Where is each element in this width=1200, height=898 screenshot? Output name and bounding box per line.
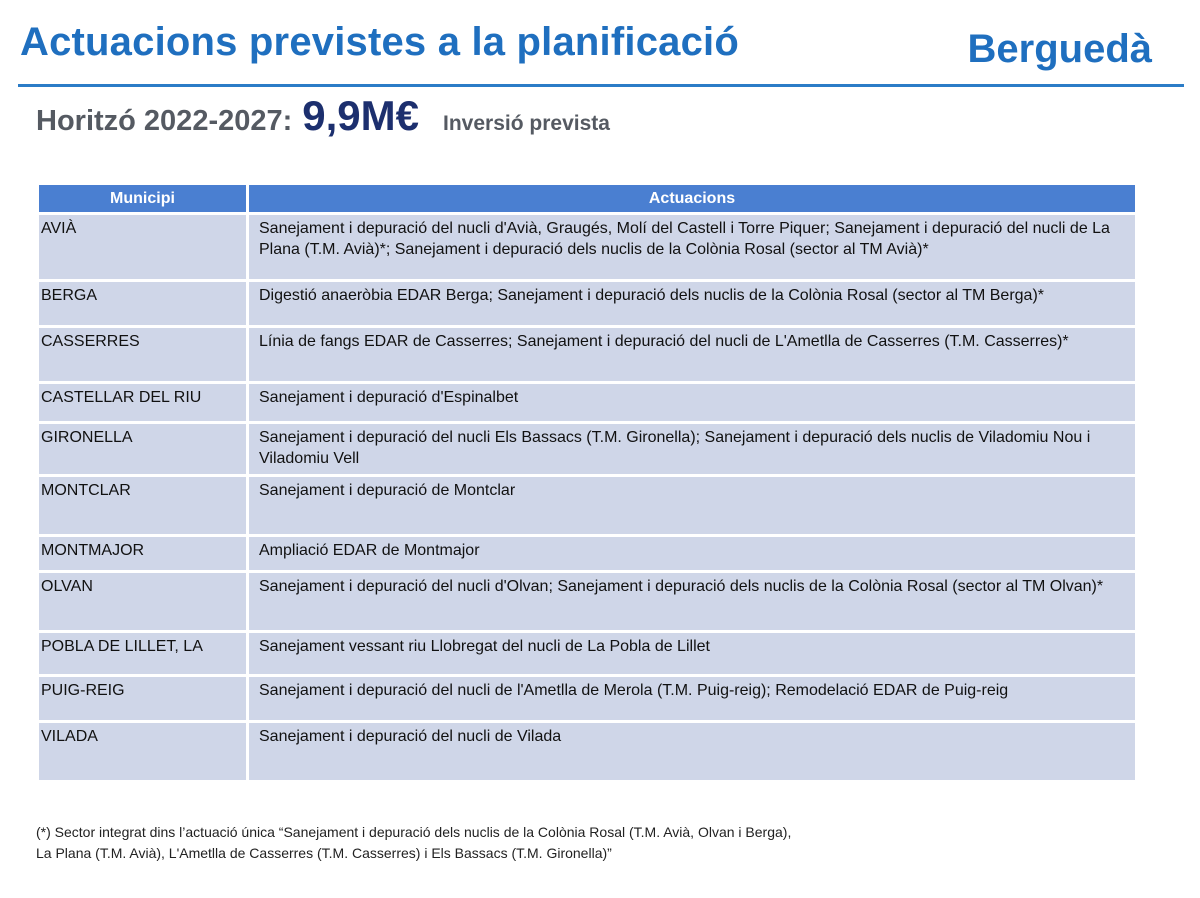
actuacions-cell: Sanejament vessant riu Llobregat del nucli de La Pobla de Lillet [249, 633, 1135, 674]
column-header-actuacions: Actuacions [249, 185, 1135, 212]
footnote-line: (*) Sector integrat dins l’actuació única “Sanejament i depuració dels nuclis de la Colònia Rosal (T.M. Avià, Olvan i Berga), [36, 824, 792, 840]
investment-summary [36, 92, 610, 140]
municipi-cell: OLVAN [39, 573, 249, 630]
actuacions-cell: Sanejament i depuració del nucli Els Bassacs (T.M. Gironella); Sanejament i depuració dels nuclis de Viladomiu Nou i Viladomiu Vell [249, 424, 1135, 474]
horizon-label: Horitzó 2022-2027: [36, 105, 293, 137]
title-divider [18, 84, 1184, 87]
actions-table [39, 185, 1135, 780]
actuacions-cell: Sanejament i depuració d'Espinalbet [249, 384, 1135, 421]
actuacions-cell: Sanejament i depuració del nucli de l'Ametlla de Merola (T.M. Puig-reig); Remodelació EDAR de Puig-reig [249, 677, 1135, 720]
page-title: Actuacions previstes a la planificació [20, 20, 739, 64]
investment-note: Inversió prevista [443, 112, 610, 135]
municipi-cell: VILADA [39, 723, 249, 780]
region-name: Berguedà [967, 27, 1152, 71]
footnote [36, 822, 1136, 864]
actuacions-cell: Sanejament i depuració del nucli d'Avià, Graugés, Molí del Castell i Torre Piquer; Sanejament i depuració del nucli de La Plana (T.M. Avià)*; Sanejament i depuració dels nuclis de la Colònia Rosal (sector al TM Avià)* [249, 215, 1135, 279]
actuacions-cell: Sanejament i depuració de Montclar [249, 477, 1135, 534]
municipi-cell: GIRONELLA [39, 424, 249, 474]
municipi-cell: MONTCLAR [39, 477, 249, 534]
municipi-cell: CASSERRES [39, 328, 249, 381]
municipi-cell: PUIG-REIG [39, 677, 249, 720]
actuacions-cell: Sanejament i depuració del nucli de Vilada [249, 723, 1135, 780]
footnote-line: La Plana (T.M. Avià), L'Ametlla de Casserres (T.M. Casserres) i Els Bassacs (T.M. Gironella)” [36, 845, 612, 861]
column-header-municipi: Municipi [39, 185, 249, 212]
actuacions-cell: Sanejament i depuració del nucli d'Olvan; Sanejament i depuració dels nuclis de la Colònia Rosal (sector al TM Olvan)* [249, 573, 1135, 630]
actuacions-cell: Digestió anaeròbia EDAR Berga; Sanejament i depuració dels nuclis de la Colònia Rosal (sector al TM Berga)* [249, 282, 1135, 325]
municipi-cell: POBLA DE LILLET, LA [39, 633, 249, 674]
municipi-cell: BERGA [39, 282, 249, 325]
actuacions-cell: Ampliació EDAR de Montmajor [249, 537, 1135, 570]
municipi-cell: MONTMAJOR [39, 537, 249, 570]
actuacions-cell: Línia de fangs EDAR de Casserres; Sanejament i depuració del nucli de L'Ametlla de Casserres (T.M. Casserres)* [249, 328, 1135, 381]
municipi-cell: AVIÀ [39, 215, 249, 279]
investment-amount: 9,9M€ [302, 92, 420, 139]
municipi-cell: CASTELLAR DEL RIU [39, 384, 249, 421]
